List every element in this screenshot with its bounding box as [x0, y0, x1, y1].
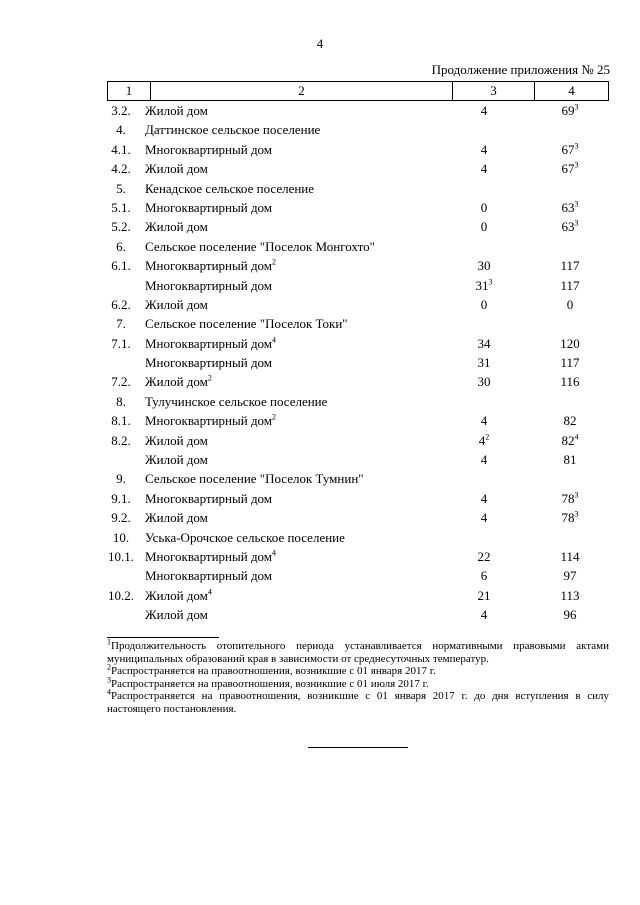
row-name: [145, 219, 208, 235]
row-name-text: Сельское поселение "Поселок Тумнин": [145, 471, 364, 487]
row-col-3-text: 4: [480, 452, 488, 468]
row-col-3: [444, 258, 524, 274]
table-row: [100, 314, 630, 333]
row-number-text: 9.2.: [111, 510, 131, 526]
row-number-text: 4.2.: [111, 161, 131, 177]
row-col-3-text: 4: [478, 432, 486, 448]
row-col-4: [540, 510, 600, 526]
row-number: [100, 336, 142, 352]
table-row: [100, 256, 630, 275]
table-row: [100, 353, 630, 372]
row-col-4-text: 116: [560, 374, 580, 390]
continuation-label: Продолжение приложения № 25: [431, 62, 610, 77]
row-number-text: 7.: [116, 316, 126, 332]
row-name: [145, 278, 272, 294]
row-name-text: Многоквартирный дом: [145, 413, 273, 429]
row-col-4-text: 96: [563, 607, 577, 623]
row-number-text: 8.: [116, 393, 126, 409]
footnote-text: Распространяется на правоотношения, возникшие с 01 января 2017 г. до дня вступления в силу настоящего постановления.: [107, 690, 609, 715]
table-row: [100, 372, 630, 391]
row-number: [100, 297, 142, 313]
table-row: [100, 392, 630, 411]
row-col-4: [540, 258, 600, 274]
footnote: [107, 687, 609, 715]
row-col-3: [444, 297, 524, 313]
row-col-4-text: 78: [561, 490, 575, 506]
table-row: [100, 431, 630, 450]
row-name-text: Жилой дом: [145, 374, 208, 390]
row-name-text: Многоквартирный дом: [145, 277, 273, 293]
row-name: [145, 607, 208, 623]
row-col-4: [540, 297, 600, 313]
table-body: [100, 101, 630, 625]
footnote-ref: 3: [574, 199, 579, 209]
row-number-text: 8.2.: [111, 432, 131, 448]
row-name: [145, 510, 208, 526]
header-col-1: 1: [108, 82, 151, 101]
row-col-3-text: 4: [480, 510, 488, 526]
row-number: [100, 433, 142, 449]
row-col-4-text: 0: [566, 296, 574, 312]
header-row: [108, 82, 609, 101]
row-col-3-text: 30: [477, 258, 491, 274]
row-name-text: Жилой дом: [145, 452, 208, 468]
row-number: [100, 549, 142, 565]
row-number: [100, 219, 142, 235]
row-number: [100, 413, 142, 429]
row-col-4: [540, 413, 600, 429]
row-number: [100, 239, 142, 255]
table-row: [100, 411, 630, 430]
row-number: [100, 471, 142, 487]
row-col-3-text: 4: [480, 103, 488, 118]
footnote-divider: [107, 637, 219, 638]
row-col-3-text: 30: [477, 374, 491, 390]
row-name-text: Многоквартирный дом: [145, 199, 273, 215]
row-col-4: [540, 142, 600, 158]
footnote-ref: 3: [574, 160, 579, 170]
footnote: [107, 674, 609, 691]
row-col-4-text: 69: [561, 103, 575, 118]
row-name: [145, 568, 272, 584]
row-col-4: [540, 103, 600, 119]
row-col-3-text: 0: [480, 296, 488, 312]
row-name: [145, 336, 276, 352]
table-header: [107, 81, 609, 101]
row-col-3-text: 4: [480, 607, 488, 623]
row-col-4: [540, 568, 600, 584]
row-name-text: Тулучинское сельское поселение: [145, 393, 328, 409]
table-row: [100, 295, 630, 314]
row-number-text: 6.1.: [111, 258, 131, 274]
footnote-ref: 2: [272, 257, 277, 267]
row-col-3: [444, 413, 524, 429]
row-col-4-text: 117: [560, 258, 580, 274]
table-row: [100, 450, 630, 469]
footnote: [107, 662, 609, 678]
row-number: [100, 394, 142, 410]
row-col-4-text: 114: [560, 548, 580, 564]
page-number: 4: [316, 36, 324, 51]
row-name-text: Многоквартирный дом: [145, 490, 273, 506]
row-number: [100, 510, 142, 526]
table-row: [100, 198, 630, 217]
row-col-4: [540, 161, 600, 177]
row-col-4: [540, 549, 600, 565]
row-col-3: [444, 568, 524, 584]
row-name-text: Жилой дом: [145, 219, 208, 235]
row-number-text: 3.2.: [111, 103, 131, 118]
row-col-3: [444, 588, 524, 604]
table-row: [100, 120, 630, 139]
row-col-3-text: 6: [480, 568, 488, 584]
row-name: [145, 355, 272, 371]
row-name-text: Многоквартирный дом: [145, 258, 273, 274]
row-name: [145, 316, 348, 332]
row-number: [100, 161, 142, 177]
footnote-mark: 3: [107, 674, 111, 684]
row-col-3: [444, 452, 524, 468]
row-number: [100, 122, 142, 138]
row-col-3-text: 4: [480, 161, 488, 177]
row-number: [100, 374, 142, 390]
row-number: [100, 103, 142, 119]
row-col-3-text: 4: [480, 141, 488, 157]
row-col-4-text: 117: [560, 355, 580, 371]
table-row: [100, 276, 630, 295]
table-row: [100, 605, 630, 624]
row-name: [145, 122, 320, 138]
row-number-text: 6.2.: [111, 296, 131, 312]
row-number-text: 10.2.: [108, 587, 134, 603]
footnote: [107, 637, 609, 665]
row-col-3: [444, 510, 524, 526]
header-col-3: 3: [453, 82, 535, 101]
row-col-4: [540, 452, 600, 468]
row-col-3: [444, 607, 524, 623]
row-number-text: 8.1.: [111, 413, 131, 429]
row-col-4: [540, 433, 600, 449]
row-name: [145, 181, 314, 197]
header-col-2: 2: [151, 82, 453, 101]
row-col-3-text: 34: [477, 335, 491, 351]
row-col-3: [444, 374, 524, 390]
row-number-text: 4.: [116, 122, 126, 138]
row-name-text: Жилой дом: [145, 587, 208, 603]
table-row: [100, 528, 630, 547]
row-name-text: Даттинское сельское поселение: [145, 122, 321, 138]
footnote-ref: 3: [574, 141, 579, 151]
row-name-text: Жилой дом: [145, 432, 208, 448]
footnote-text: Продолжительность отопительного периода устанавливается нормативными правовыми актами муниципальных образований края в зависимости от среднесуточных температур.: [107, 640, 609, 665]
row-name-text: Многоквартирный дом: [145, 568, 273, 584]
row-col-4: [540, 607, 600, 623]
row-number-text: 9.1.: [111, 490, 131, 506]
row-col-4-text: 63: [561, 219, 575, 235]
row-number: [100, 142, 142, 158]
footnote-ref: 2: [207, 374, 212, 384]
row-name-text: Жилой дом: [145, 103, 208, 118]
table-row: [100, 469, 630, 488]
table-row: [100, 159, 630, 178]
row-col-3: [444, 355, 524, 371]
footnote-ref: 2: [485, 432, 490, 442]
row-name-text: Жилой дом: [145, 607, 208, 623]
footnote-ref: 2: [272, 412, 277, 422]
row-name-text: Сельское поселение "Поселок Токи": [145, 316, 348, 332]
row-col-3-text: 0: [480, 219, 488, 235]
row-name-text: Сельское поселение "Поселок Монгохто": [145, 238, 375, 254]
row-name: [145, 471, 364, 487]
row-name: [145, 394, 327, 410]
footnote-mark: 2: [107, 662, 111, 672]
row-number: [100, 530, 142, 546]
row-name: [145, 549, 276, 565]
row-name-text: Кенадское сельское поселение: [145, 180, 315, 196]
row-col-3: [444, 549, 524, 565]
row-col-3: [444, 161, 524, 177]
table-row: [100, 140, 630, 159]
row-col-4: [540, 355, 600, 371]
row-name: [145, 239, 375, 255]
row-col-4-text: 63: [561, 199, 575, 215]
row-number-text: 7.2.: [111, 374, 131, 390]
end-divider: [308, 747, 408, 748]
footnote-ref: 3: [574, 490, 579, 500]
table-row: [100, 508, 630, 527]
row-col-3-text: 0: [480, 199, 488, 215]
row-name: [145, 161, 208, 177]
row-number: [100, 491, 142, 507]
row-col-3: [444, 219, 524, 235]
footnote-text: Распространяется на правоотношения, возникшие с 01 июля 2017 г.: [111, 677, 429, 690]
row-col-3: [444, 142, 524, 158]
row-number: [100, 258, 142, 274]
row-name: [145, 452, 208, 468]
row-col-3-text: 22: [477, 548, 491, 564]
footnotes: [107, 637, 609, 715]
row-col-4-text: 120: [560, 335, 580, 351]
row-number: [100, 316, 142, 332]
row-col-3: [444, 103, 524, 119]
row-col-4-text: 82: [563, 413, 577, 429]
row-number: [100, 200, 142, 216]
footnote-ref: 4: [574, 432, 579, 442]
row-col-3: [444, 491, 524, 507]
row-number-text: 5.: [116, 180, 126, 196]
footnote-ref: 3: [574, 219, 579, 229]
row-number-text: 4.1.: [111, 141, 131, 157]
row-col-3-text: 21: [477, 587, 491, 603]
row-number-text: 5.2.: [111, 219, 131, 235]
footnote-ref: 3: [574, 509, 579, 519]
row-name: [145, 103, 208, 119]
row-col-3-text: 4: [480, 413, 488, 429]
row-name: [145, 200, 272, 216]
table-row: [100, 101, 630, 120]
footnote-ref: 3: [488, 277, 493, 287]
row-number: [100, 588, 142, 604]
row-col-4: [540, 374, 600, 390]
row-name: [145, 491, 272, 507]
row-name: [145, 258, 276, 274]
row-name: [145, 530, 345, 546]
row-name: [145, 374, 212, 390]
footnote-text: Распространяется на правоотношения, возникшие с 01 января 2017 г.: [111, 665, 436, 677]
row-number: [100, 181, 142, 197]
row-name-text: Жилой дом: [145, 161, 208, 177]
row-number-text: 10.: [112, 529, 130, 545]
table-row: [100, 566, 630, 585]
table-row: [100, 217, 630, 236]
footnote-ref: 4: [207, 587, 212, 597]
row-col-4: [540, 200, 600, 216]
table-row: [100, 179, 630, 198]
row-col-4-text: 97: [563, 568, 577, 584]
row-col-4-text: 82: [561, 432, 575, 448]
row-col-4: [540, 278, 600, 294]
row-name: [145, 588, 212, 604]
row-number-text: 5.1.: [111, 199, 131, 215]
footnote-ref: 4: [272, 548, 277, 558]
table-row: [100, 547, 630, 566]
row-number-text: 7.1.: [111, 335, 131, 351]
row-col-3: [444, 278, 524, 294]
footnote-mark: 1: [107, 637, 111, 647]
row-col-4-text: 81: [563, 452, 577, 468]
table-row: [100, 586, 630, 605]
row-col-4: [540, 588, 600, 604]
row-col-4: [540, 219, 600, 235]
row-name-text: Многоквартирный дом: [145, 335, 273, 351]
row-name-text: Многоквартирный дом: [145, 355, 273, 371]
row-name-text: Многоквартирный дом: [145, 141, 273, 157]
row-col-3: [444, 433, 524, 449]
table-row: [100, 237, 630, 256]
row-number-text: 10.1.: [108, 548, 134, 564]
row-name-text: Жилой дом: [145, 296, 208, 312]
row-col-3-text: 31: [475, 277, 489, 293]
row-number-text: 6.: [116, 238, 126, 254]
table-row: [100, 489, 630, 508]
row-name-text: Жилой дом: [145, 510, 208, 526]
footnote-mark: 4: [107, 687, 111, 697]
row-name: [145, 433, 208, 449]
footnote-ref: 4: [272, 335, 277, 345]
row-col-3-text: 31: [477, 355, 491, 371]
row-col-4-text: 117: [560, 277, 580, 293]
footnote-ref: 3: [574, 102, 579, 112]
row-col-4-text: 113: [560, 587, 580, 603]
row-col-3: [444, 200, 524, 216]
row-col-3: [444, 336, 524, 352]
row-col-4: [540, 336, 600, 352]
row-number-text: 9.: [116, 471, 126, 487]
row-name: [145, 142, 272, 158]
row-name: [145, 297, 208, 313]
row-col-3-text: 4: [480, 490, 488, 506]
header-col-4: 4: [535, 82, 609, 101]
table-row: [100, 334, 630, 353]
row-name-text: Многоквартирный дом: [145, 548, 273, 564]
row-col-4-text: 67: [561, 141, 575, 157]
row-col-4-text: 78: [561, 510, 575, 526]
row-col-4-text: 67: [561, 161, 575, 177]
row-col-4: [540, 491, 600, 507]
row-name: [145, 413, 276, 429]
row-name-text: Уська-Орочское сельское поселение: [145, 529, 345, 545]
